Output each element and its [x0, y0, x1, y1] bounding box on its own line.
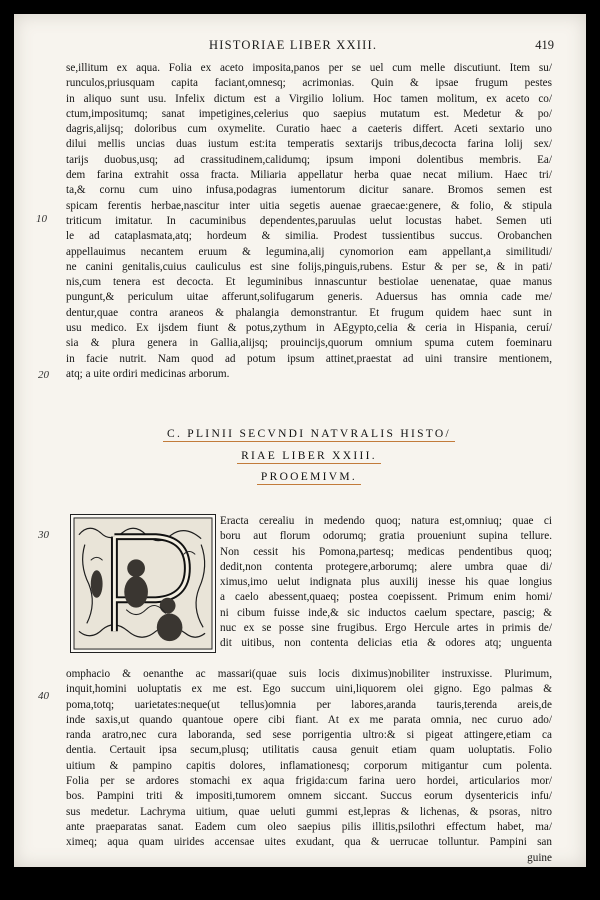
text-line: dit uitibus, non contenta delicias etia & odores atq; unguenta [220, 637, 552, 650]
text-line: ta,& cornu cum uino infusa,podagras iumentorum dicitur sanare. Bromos semen est [66, 184, 552, 197]
margin-line-number: 40 [38, 690, 49, 702]
text-line: dilui mellis uncias duas iustum est:ita temperatis sextarijs tribus,decocta farina lolij sex/ [66, 138, 552, 151]
text-block-3 [66, 667, 552, 866]
text-line: in facie nutrit. Nam quod ad potum ipsum attinet,praestat ad uini transire mentionem, [66, 352, 552, 365]
text-line: Folia per se ardores stomachi ex aqua frigida:cum farina uero hordei, articularios mor/ [66, 775, 552, 788]
text-line: in aliquo sunt usu. Infelix dictum est a Virgilio lolium. Hoc tamen molitum, ex aceto co/ [66, 92, 552, 105]
text-line: randa aratro,nec cura laboranda, sed sese porrigentia ultro:& si pigeat attingere,etiam ca [66, 729, 552, 742]
text-line: pungunt,& periculum uitae afferunt,solifugarum generis. Aduersus has omnia cade me/ [66, 291, 552, 304]
text-line: dentia. Certauit ipsa secum,plusq; utilitatis causa genuit etiam quam uoluptatis. Folio [66, 744, 552, 757]
text-line: runculos,priusquam capita faciant,omnesq; acrimonias. Quin & ipsae frugum pestes [66, 77, 552, 90]
text-line: ni cibum fuisse inde,& sic inductos caelum spectare, pascig; & [220, 606, 552, 619]
text-line: inquit,homini uoluptatis ex me est. Ego succum uini,liquorem olei gigno. Ego palmas & [66, 683, 552, 696]
text-line: dentur,quae contra araneos & phalangia demonstrantur. Et frugum quidem haec sunt in [66, 306, 552, 319]
text-line: boru aut florum odorumq; gratia proueniunt supina tellure. [220, 530, 552, 543]
text-line: triticum imitatur. In cacuminibus dependentes,paruulas uelut locustas habet. Semen uti [66, 214, 552, 227]
text-line: sia & plura genera in Gallia,alijsq; prouincijs,quorum omnium spuma cutem foeminaru [66, 337, 552, 350]
text-line: inde saxis,ut quando quantoue opere cibi fiant. At ex me parata omnia, nec curuo ado/ [66, 713, 552, 726]
text-line: Non cessit his Pomona,partesq; medicas pendentibus quoq; [220, 545, 552, 558]
prooemium-heading: PROOEMIVM. [84, 471, 534, 483]
text-line: se,illitum ex aqua. Folia ex aceto imposita,panos per se uel cum melle discutiunt. Item su/ [66, 62, 552, 74]
text-line: dedit,non contenta protegere,arborumq; alere umbra quae di/ [220, 560, 552, 573]
text-line: nuc ex se posse sine frugibus. Ergo Hercule artes in primis de/ [220, 622, 552, 635]
text-line: appellauimus necantem eruum & legumina,alij cynomorion eam appellant,a similitudi/ [66, 245, 552, 258]
text-line: tarijs duobus,usq; ad crassitudinem,calidumq; ipsum imponi dolentibus membris. Ea/ [66, 153, 552, 166]
text-line: ne canini genitalis,cuius cauliculus est sine folijs,pinguis,rubens. Estur & per se, & in pati/ [66, 260, 552, 273]
book-page [14, 14, 586, 867]
book-title-line-1: C. PLINII SECVNDI NATVRALIS HISTO/ [84, 428, 534, 440]
margin-line-number: 20 [38, 369, 49, 381]
text-line: Eracta cerealiu in medendo quoq; natura est,omniuq; quae ci [220, 515, 552, 527]
text-line: poma,totq; uarietates:neque(ut tellus)omnia per labores,aranda tauris,terenda areis,de [66, 698, 552, 711]
text-line: uitium & pampino capitis dolores, inflamationesq; corporum mitigantur cum polenta. [66, 759, 552, 772]
text-line: ximus,imo uelut indignata plus auxilij inesse his quae longius [220, 576, 552, 589]
text-line: dagris,alijsq; doloribus cum oxymelite. Curatio haec a caeteris differt. Aceti sextario uno [66, 123, 552, 136]
page-number: 419 [535, 38, 554, 52]
text-block-2 [220, 514, 552, 652]
initial-woodcut-icon [71, 515, 215, 652]
text-line: bos. Pampini triti & impositi,tumorem omnem siccant. Succus eorum dysentericis infu/ [66, 790, 552, 803]
book-title-line-2: RIAE LIBER XXIII. [84, 450, 534, 462]
text-line: guine [527, 851, 552, 864]
text-line: ctum,impositumq; sanat impetigines,celerius quo saepius mutatum est. Medetur & po/ [66, 107, 552, 120]
text-block-1 [66, 61, 552, 382]
text-line: usu medico. Ex ijsdem fiunt & potus,zythum in AEgypto,celia & ceria in Hispania, ceruí/ [66, 322, 552, 335]
text-line: atq; a uite ordiri medicinas arborum. [66, 367, 230, 380]
text-line: le ad cataplasmata,atq; hordeum & similia. Prodest tussientibus succus. Orobanchen [66, 230, 552, 243]
text-line: ximeq; aqua quam uirides accensae uites exudant, qua & uerrucae tolluntur. Pampini san [66, 836, 552, 849]
text-line: nis,cum tenera est decocta. Et leguminibus innascuntur bestiolae uenenatae, quae manus [66, 276, 552, 289]
text-line: ante praeparatas sanat. Eadem cum oleo saepius pilis illitis,psilothri effectum habet, ma/ [66, 820, 552, 833]
text-line: omphacio & oenanthe ac massari(quae suis locis diximus)nobiliter instruxisse. Plurimum, [66, 668, 552, 680]
margin-line-number: 30 [38, 529, 49, 541]
text-line: dem farina extrahit ossa fracta. Miliaria appellatur herba quae necat milium. Haec tri/ [66, 169, 552, 182]
text-line: a caelo abessent,quaeq; postea coepissent. Primum enim homi/ [220, 591, 552, 604]
decorated-initial-p [70, 514, 216, 653]
text-line: sus medetur. Lachryma uitium, quae ueluti gummi est,lepras & lichenas, & psoras, nitro [66, 805, 552, 818]
text-line: spicam ferentis herbae,nascitur inter uitia segetis auenae graecae:genere, & folio, & stipula [66, 199, 552, 212]
running-head: HISTORIAE LIBER XXIII. [209, 38, 378, 52]
margin-line-number: 10 [36, 213, 47, 225]
